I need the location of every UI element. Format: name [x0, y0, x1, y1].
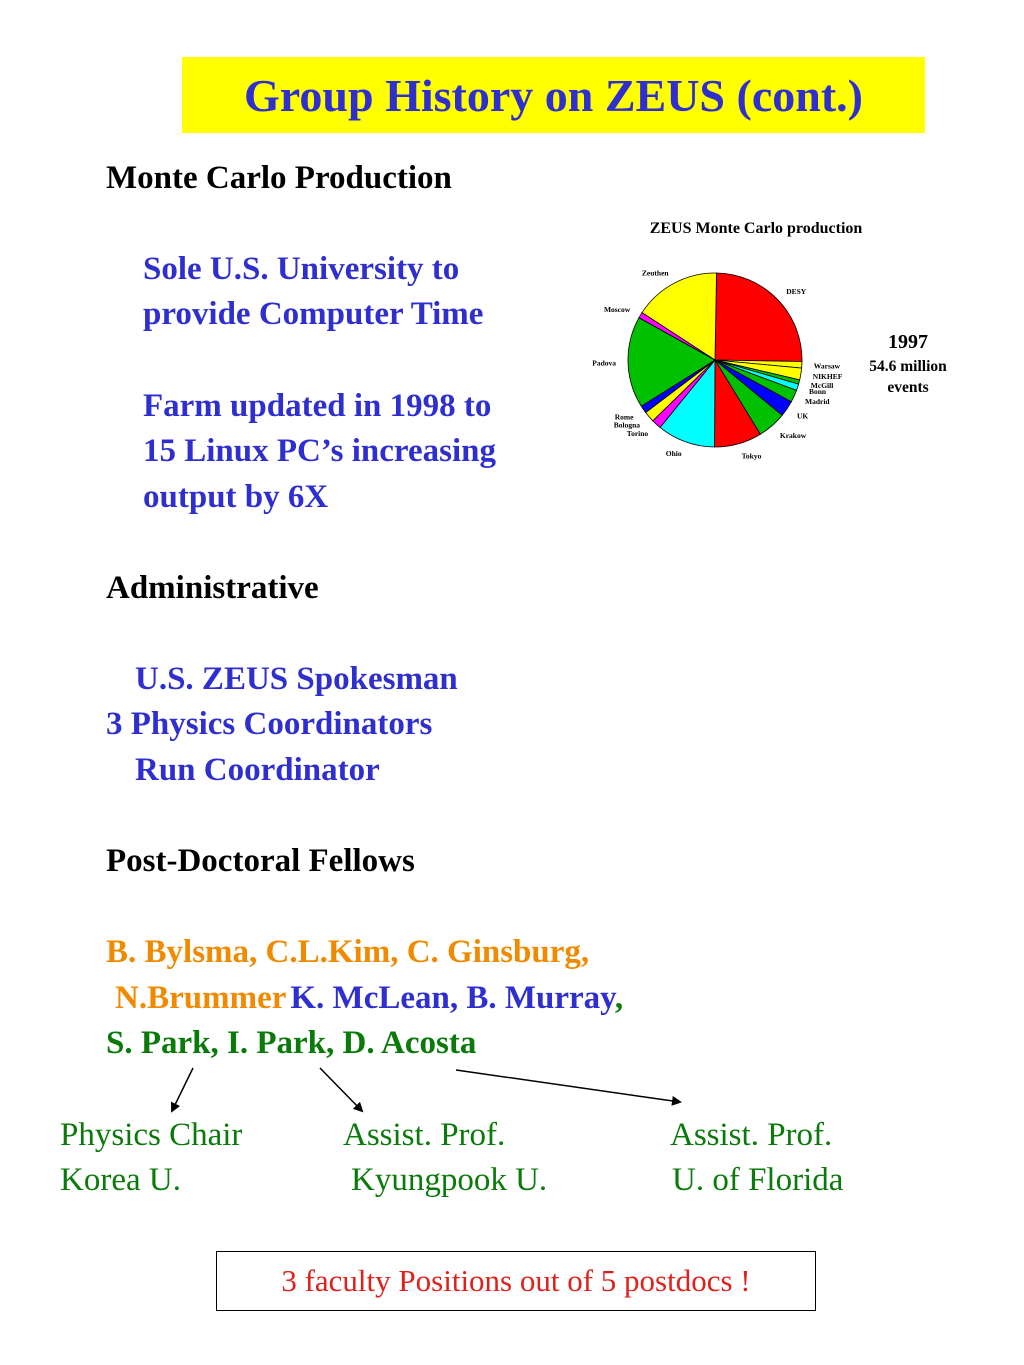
mc-line-4: 15 Linux PC’s increasing: [143, 433, 496, 469]
pie-label-moscow: Moscow: [603, 304, 631, 314]
pie-label-rome: Rome: [614, 412, 634, 422]
arrow-to-kyungpook: [320, 1068, 362, 1111]
pie-label-uk: UK: [797, 411, 809, 421]
pie-label-desy: DESY: [786, 287, 807, 297]
pie-label-bonn: Bonn: [809, 387, 827, 397]
pie-slices: [628, 273, 802, 447]
administrative-heading: Administrative: [106, 570, 319, 606]
pie-label-warsaw: Warsaw: [813, 361, 841, 371]
position-1-place: Korea U.: [60, 1162, 181, 1198]
postdoc-comma: ,: [614, 980, 624, 1016]
position-3-place: U. of Florida: [672, 1162, 844, 1198]
pie-label-madrid: Madrid: [805, 397, 830, 407]
title-banner: [182, 57, 925, 133]
postdoc-name-orange: N.Brummer: [115, 980, 287, 1016]
chart-note-events-count: 54.6 million: [869, 358, 947, 375]
mc-line-2: provide Computer Time: [143, 296, 484, 332]
mc-line-5: output by 6X: [143, 479, 329, 515]
arrow-to-korea: [172, 1068, 193, 1111]
pie-label-tokyo: Tokyo: [741, 451, 762, 461]
mc-line-1: Sole U.S. University to: [143, 251, 460, 287]
monte-carlo-heading: Monte Carlo Production: [106, 160, 452, 196]
chart-note-year: 1997: [888, 331, 928, 353]
postdocs-line-3: S. Park, I. Park, D. Acosta: [106, 1025, 477, 1061]
pie-label-torino: Torino: [626, 429, 649, 439]
arrows: [0, 1060, 1024, 1120]
pie-label-nikhef: NIKHEF: [812, 372, 843, 381]
admin-line-2: 3 Physics Coordinators: [106, 706, 433, 742]
faculty-callout: 3 faculty Positions out of 5 postdocs !: [216, 1251, 816, 1311]
admin-line-1: U.S. ZEUS Spokesman: [135, 661, 458, 697]
chart-title: ZEUS Monte Carlo production: [649, 220, 863, 237]
position-3-title: Assist. Prof.: [670, 1117, 833, 1153]
pie-label-ohio: Ohio: [665, 449, 682, 459]
position-1-title: Physics Chair: [60, 1117, 243, 1153]
pie-label-padova: Padova: [592, 358, 616, 368]
postdocs-line-1: B. Bylsma, C.L.Kim, C. Ginsburg,: [106, 934, 590, 970]
arrow-to-florida: [456, 1070, 680, 1102]
position-2-title: Assist. Prof.: [343, 1117, 506, 1153]
chart-note-events: events: [887, 379, 929, 396]
position-2-place: Kyungpook U.: [351, 1162, 548, 1198]
pie-label-krakow: Krakow: [779, 430, 807, 440]
postdocs-heading: Post-Doctoral Fellows: [106, 843, 415, 879]
mc-line-3: Farm updated in 1998 to: [143, 388, 492, 424]
pie-label-mcgill: McGill: [810, 381, 834, 391]
pie-label-zeuthen: Zeuthen: [641, 268, 669, 278]
postdocs-line-2: [115, 980, 623, 1017]
page-title: Group History on ZEUS (cont.): [244, 70, 863, 121]
postdoc-names-blue: K. McLean, B. Murray: [290, 980, 615, 1016]
pie-label-bologna: Bologna: [613, 420, 640, 430]
admin-line-3: Run Coordinator: [135, 752, 380, 788]
mc-production-pie-chart: [590, 205, 970, 465]
